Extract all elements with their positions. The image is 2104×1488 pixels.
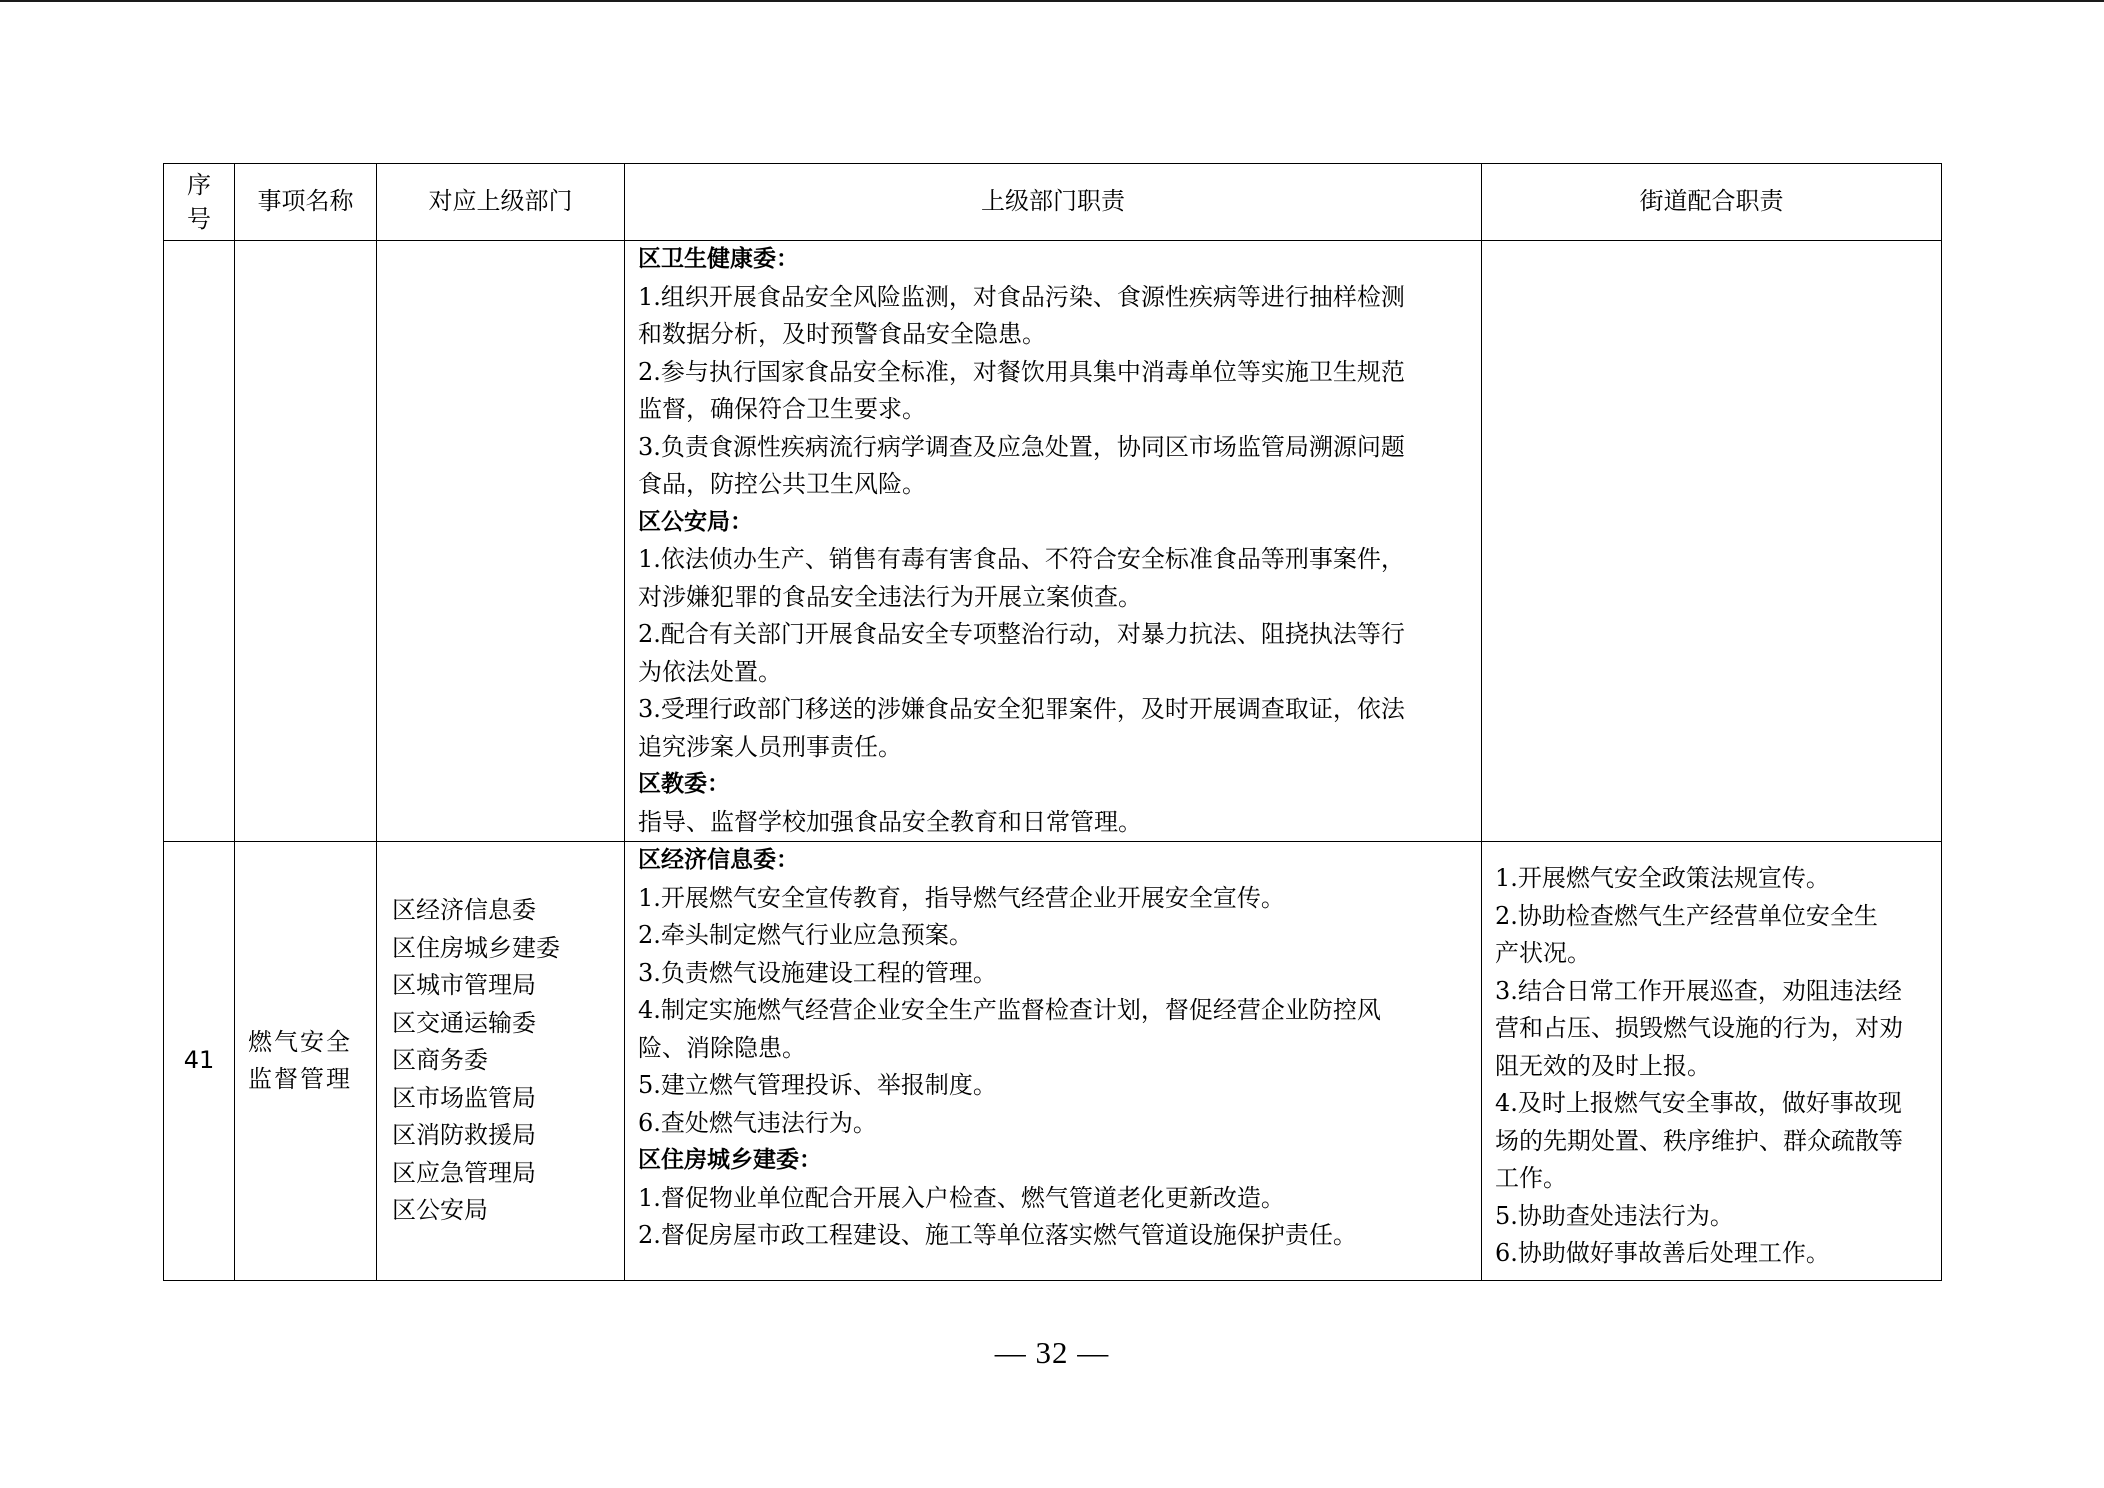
street-duty-line: 产状况。 [1495,939,1591,967]
dept-item: 区公安局 [392,1196,488,1225]
duty-line: 和数据分析，及时预警食品安全隐患。 [638,320,1046,348]
item-name-cell [235,842,377,1281]
page-number: — 32 — [994,1335,1110,1370]
duty-line: 1.依法侦办生产、销售有毒有害食品、不符合安全标准食品等刑事案件， [638,545,1405,573]
dept-item: 区应急管理局 [392,1158,536,1187]
page-top-rule [0,0,2104,2]
org-heading: 区教委： [638,771,730,797]
duty-line: 为依法处置。 [638,657,782,686]
item-name-line: 监督管理 [248,1065,352,1093]
table-header-row [164,164,1942,241]
duty-line: 4.制定实施燃气经营企业安全生产监督检查计划，督促经营企业防控风 [638,996,1381,1024]
cont-dept-cell [377,241,625,842]
superior-dept-cell [377,842,625,1281]
duty-line: 3.负责食源性疾病流行病学调查及应急处置，协同区市场监管局溯源问题 [638,432,1405,461]
row-number: 41 [164,842,235,1281]
street-duties-cell [1482,842,1942,1281]
dept-item: 区住房城乡建委 [392,933,560,962]
duty-line: 1.开展燃气安全宣传教育，指导燃气经营企业开展安全宣传。 [638,883,1285,912]
street-duty-line: 工作。 [1495,1164,1567,1192]
duty-line: 2.配合有关部门开展食品安全专项整治行动，对暴力抗法、阻挠执法等行 [638,620,1405,648]
street-duty-line: 2.协助检查燃气生产经营单位安全生 [1495,901,1878,930]
duty-line: 追究涉案人员刑事责任。 [638,732,902,761]
dept-item: 区市场监管局 [392,1083,536,1112]
duty-line: 3.受理行政部门移送的涉嫌食品安全犯罪案件，及时开展调查取证，依法 [638,695,1405,723]
cont-name-cell [235,241,377,842]
dept-item: 区经济信息委 [392,896,536,925]
header-street-duties: 街道配合职责 [1482,164,1942,241]
duty-line: 2.参与执行国家食品安全标准，对餐饮用具集中消毒单位等实施卫生规范 [638,357,1405,386]
street-duty-line: 场的先期处置、秩序维护、群众疏散等 [1495,1126,1903,1155]
street-duty-line: 5.协助查处违法行为。 [1495,1201,1734,1230]
duty-line: 险、消除隐患。 [638,1033,806,1062]
duty-line: 1.督促物业单位配合开展入户检查、燃气管道老化更新改造。 [638,1183,1285,1212]
duty-line: 食品，防控公共卫生风险。 [638,470,926,498]
item-name-line: 燃气安全 [248,1027,352,1056]
duty-line: 6.查处燃气违法行为。 [638,1108,877,1137]
street-duty-line: 营和占压、损毁燃气设施的行为，对劝 [1495,1014,1903,1042]
dept-item: 区商务委 [392,1046,488,1075]
duties-table [163,163,1942,1281]
org-heading: 区卫生健康委： [638,246,799,272]
superior-duties-cell [625,842,1482,1281]
duty-line: 监督，确保符合卫生要求。 [638,395,926,423]
table-row-41 [164,842,1942,1281]
duty-line: 对涉嫌犯罪的食品安全违法行为开展立案侦查。 [638,582,1142,611]
cont-no-cell [164,241,235,842]
header-no-top: 序 [187,171,211,199]
duty-line: 2.牵头制定燃气行业应急预案。 [638,921,973,949]
duty-line: 3.负责燃气设施建设工程的管理。 [638,958,997,987]
street-duty-line: 1.开展燃气安全政策法规宣传。 [1495,864,1830,892]
table-row-continued [164,241,1942,842]
cont-street-cell [1482,241,1942,842]
duty-line: 5.建立燃气管理投诉、举报制度。 [638,1071,997,1099]
dept-item: 区交通运输委 [392,1008,536,1037]
street-duty-line: 4.及时上报燃气安全事故，做好事故现 [1495,1089,1902,1117]
duty-line: 1.组织开展食品安全风险监测，对食品污染、食源性疾病等进行抽样检测 [638,282,1405,311]
duty-line: 指导、监督学校加强食品安全教育和日常管理。 [638,807,1142,836]
header-no-bottom: 号 [187,205,211,233]
header-no [164,164,235,241]
dept-item: 区城市管理局 [392,971,536,1000]
cont-duties-cell [625,241,1482,842]
org-heading: 区经济信息委： [638,847,799,873]
street-duty-line: 6.协助做好事故善后处理工作。 [1495,1239,1830,1267]
org-heading: 区住房城乡建委： [638,1147,822,1173]
street-duties-list [1495,842,1931,1273]
dept-item: 区消防救援局 [392,1121,536,1150]
duty-line: 2.督促房屋市政工程建设、施工等单位落实燃气管道设施保护责任。 [638,1221,1357,1249]
header-superior-dept: 对应上级部门 [377,164,625,241]
header-item-name: 事项名称 [235,164,377,241]
org-heading: 区公安局： [638,508,753,535]
street-duty-line: 阻无效的及时上报。 [1495,1051,1711,1080]
street-duty-line: 3.结合日常工作开展巡查，劝阻违法经 [1495,976,1902,1005]
header-superior-duties: 上级部门职责 [625,164,1482,241]
